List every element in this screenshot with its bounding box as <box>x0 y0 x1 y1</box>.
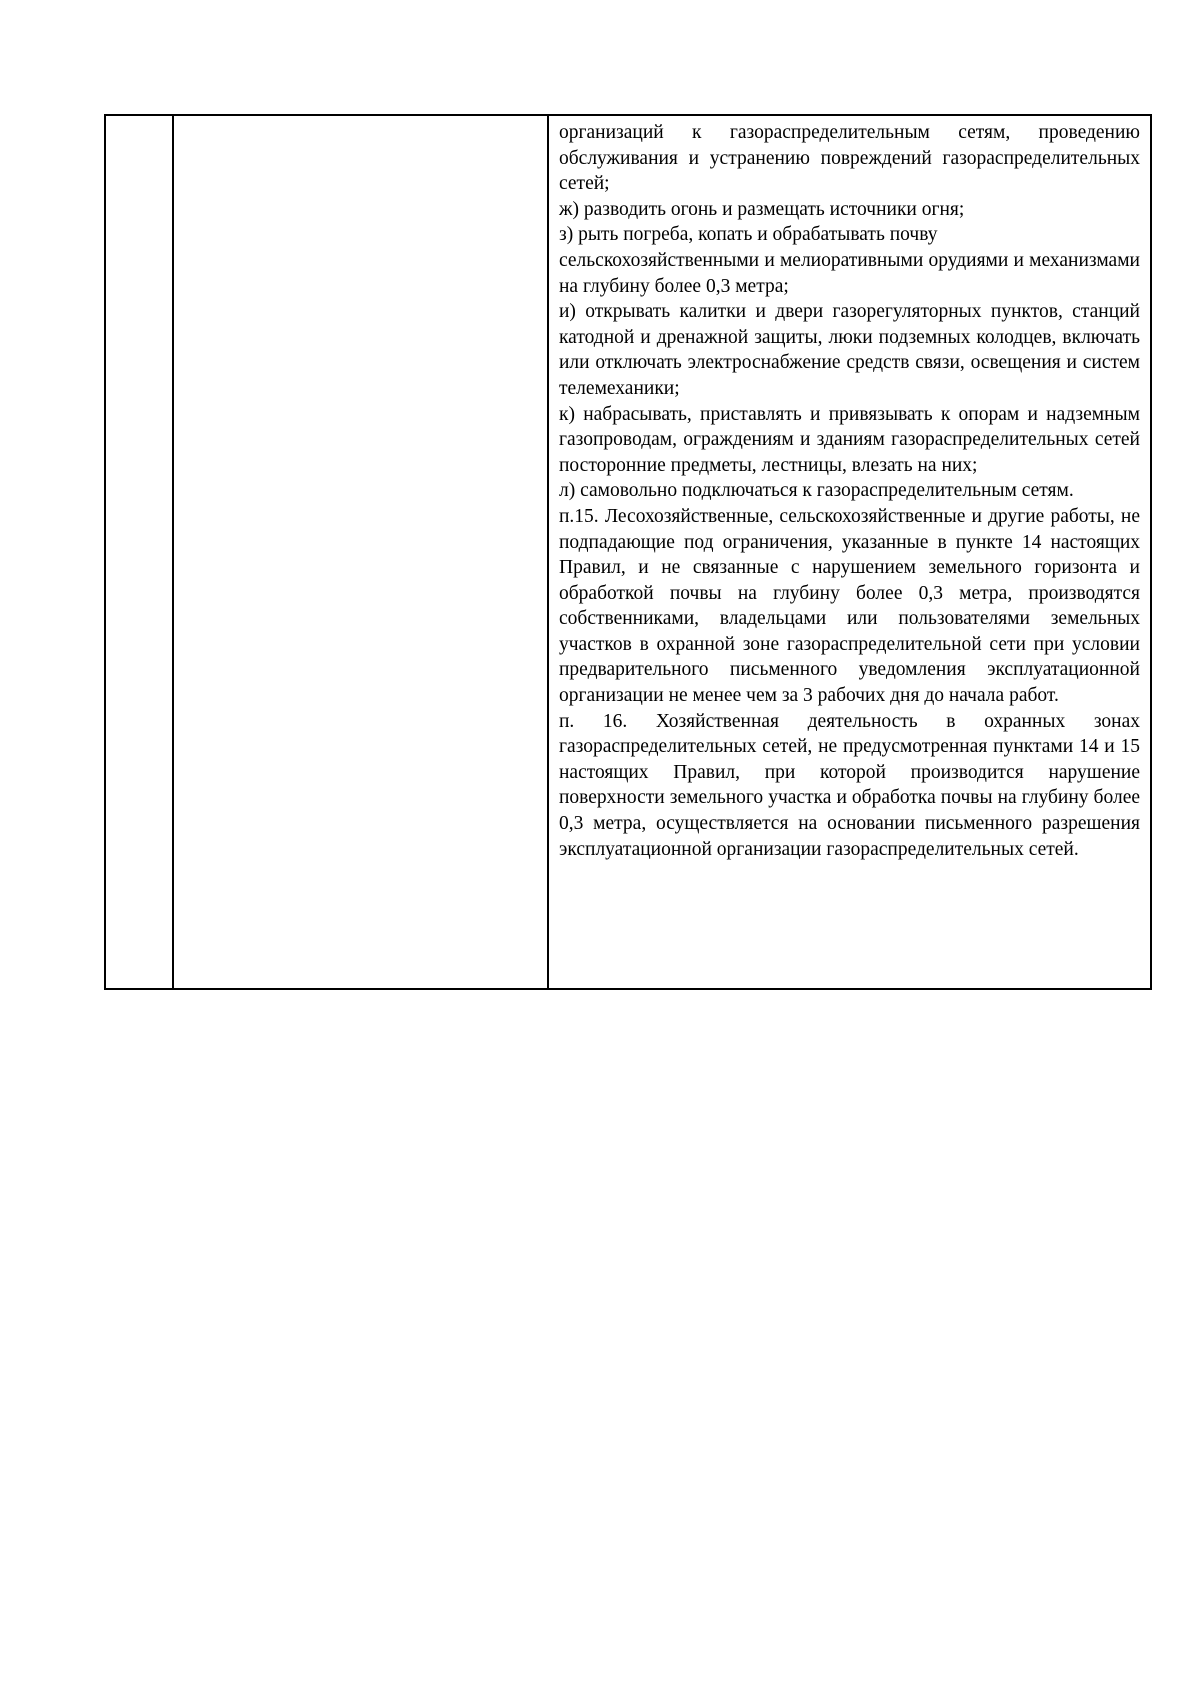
paragraph-item-zh: ж) разводить огонь и размещать источники огня; <box>559 198 965 220</box>
paragraph-item-i: и) открывать калитки и двери газорегуляторных пунктов, станций катодной и дренажной защиты, люки подземных колодцев, включать или отключать электроснабжение средств связи, освещения и систем телемеханики; <box>559 301 1140 399</box>
table-cell-name <box>173 115 548 989</box>
table-cell-number <box>105 115 173 989</box>
paragraph-item-z: з) рыть погреба, копать и обрабатывать почву <box>559 224 938 246</box>
paragraph-item-k: к) набрасывать, приставлять и привязывать к опорам и надземным газопроводам, ограждениям и зданиям газораспределительных сетей посторонние предметы, лестницы, влезать на них; <box>559 403 1140 476</box>
table-cell-text <box>548 115 1151 989</box>
cell-text-body <box>549 116 1150 862</box>
paragraph-item-z-continued: сельскохозяйственными и мелиоративными орудиями и механизмами на глубину более 0,3 метра; <box>559 249 1140 297</box>
document-table <box>104 114 1152 990</box>
paragraph-continuation: организаций к газораспределительным сетям, проведению обслуживания и устранению повреждений газораспределительных сетей; <box>559 122 1140 195</box>
paragraph-item-l: л) самовольно подключаться к газораспределительным сетям. <box>559 480 1074 502</box>
table-row <box>105 115 1151 989</box>
paragraph-clause-15: п.15. Лесохозяйственные, сельскохозяйственные и другие работы, не подпадающие под ограничения, указанные в пункте 14 настоящих Правил, и не связанные с нарушением земельного горизонта и обработкой почвы на глубину более 0,3 метра, производятся собственниками, владельцами или пользователями земельных участков в охранной зоне газораспределительной сети при условии предварительного письменного уведомления эксплуатационной организации не менее чем за 3 рабочих дня до начала работ. <box>559 505 1140 707</box>
paragraph-clause-16: п. 16. Хозяйственная деятельность в охранных зонах газораспределительных сетей, не предусмотренная пунктами 14 и 15 настоящих Правил, при которой производится нарушение поверхности земельного участка и обработка почвы на глубину более 0,3 метра, осуществляется на основании письменного разрешения эксплуатационной организации газораспределительных сетей. <box>559 710 1140 860</box>
